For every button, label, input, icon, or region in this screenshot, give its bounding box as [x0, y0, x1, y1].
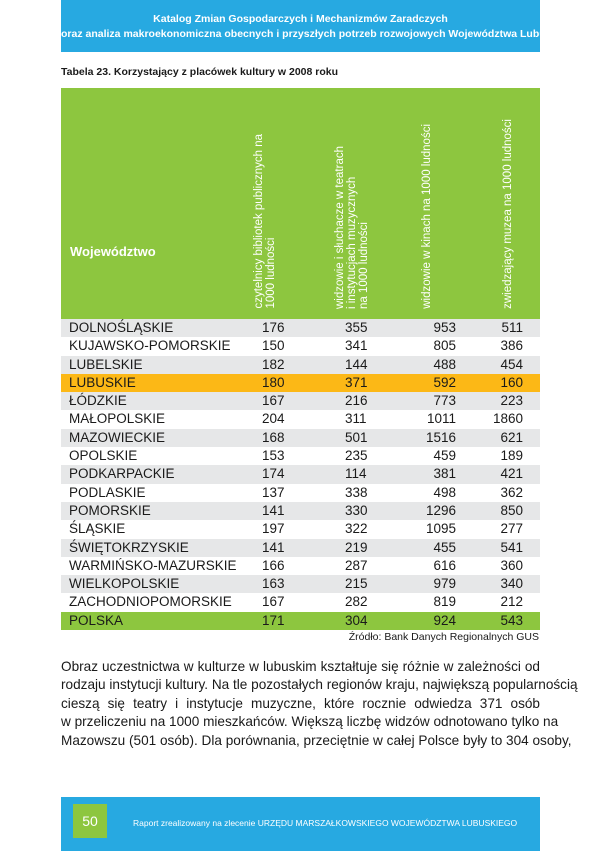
cell-value: 277 [500, 521, 523, 537]
table-row [61, 557, 540, 575]
cell-value: 287 [345, 557, 368, 573]
cell-value: 341 [345, 338, 368, 354]
table-source-note: Źródło: Bank Danych Regionalnych GUS [348, 631, 539, 643]
table-row [61, 539, 540, 557]
cell-value: 459 [433, 448, 456, 464]
table-header [61, 88, 540, 319]
cell-value: 488 [433, 356, 456, 372]
region-name: LUBELSKIE [69, 356, 143, 372]
body-paragraph [61, 658, 578, 750]
cell-value: 616 [433, 557, 456, 573]
cell-value: 924 [433, 612, 456, 628]
table-row [61, 429, 540, 447]
cell-value: 311 [345, 411, 367, 427]
region-name: WARMIŃSKO-MAZURSKIE [69, 557, 237, 573]
cell-value: 180 [262, 374, 285, 390]
region-name: ŚWIĘTOKRZYSKIE [69, 539, 189, 555]
cell-value: 592 [433, 374, 456, 390]
paragraph-line: cieszą się teatry i instytucje muzyczne, które rocznie odwiedza 371 osób [61, 695, 540, 711]
header-line-2: oraz analiza makroekonomiczna obecnych i przyszłych potrzeb rozwojowych Województwa Lubuskiego [61, 28, 579, 40]
paragraph-line: Obraz uczestnictwa w kulturze w lubuskim kształtuje się różnie w zależności od [61, 659, 540, 674]
footer-text: Raport zrealizowany na zlecenie URZĘDU MARSZAŁKOWSKIEGO WOJEWÓDZTWA LUBUSKIEGO [133, 818, 518, 828]
cell-value: 421 [500, 466, 523, 482]
cell-value: 1296 [425, 502, 456, 518]
paragraph-line: Mazowszu (501 osób). Dla porównania, przeciętnie w całej Polsce były to 304 osoby, [61, 732, 572, 748]
table-caption: Tabela 23. Korzystający z placówek kultury w 2008 roku [61, 66, 339, 78]
paragraph-line: w przeliczeniu na 1000 mieszkańców. Większą liczbę widzów odnotowano tylko na [61, 714, 559, 730]
cell-value: 501 [345, 429, 368, 445]
cell-value: 511 [501, 320, 523, 335]
cell-value: 340 [500, 576, 523, 592]
table-row [61, 575, 540, 593]
cell-value: 850 [500, 502, 523, 518]
region-name: WIELKOPOLSKIE [69, 576, 180, 592]
column-header-libraries: czytelnicy bibliotek publicznych na 1000 ludności [253, 134, 277, 309]
cell-value: 137 [262, 484, 285, 500]
table-row [61, 392, 540, 410]
region-name: POLSKA [69, 612, 124, 628]
column-header-cinemas: widzowie w kinach na 1000 ludności [421, 124, 433, 309]
cell-value: 621 [500, 429, 523, 445]
cell-value: 204 [262, 411, 285, 427]
page-header [61, 0, 579, 52]
cell-value: 114 [345, 466, 367, 482]
region-name: OPOLSKIE [69, 448, 138, 464]
cell-value: 212 [500, 594, 523, 610]
cell-value: 1011 [426, 411, 456, 427]
cell-value: 141 [262, 539, 285, 555]
region-name: POMORSKIE [69, 502, 151, 518]
cell-value: 216 [345, 393, 368, 409]
cell-value: 805 [433, 338, 456, 354]
cell-value: 1860 [492, 411, 523, 427]
cell-value: 153 [262, 448, 285, 464]
cell-value: 773 [433, 393, 456, 409]
cell-value: 953 [433, 320, 456, 335]
cell-value: 338 [345, 484, 368, 500]
page-number: 50 [73, 804, 107, 838]
table-row [61, 484, 540, 502]
cell-value: 150 [262, 338, 285, 354]
cell-value: 167 [262, 393, 285, 409]
cell-value: 541 [500, 539, 523, 555]
table-body [61, 319, 540, 630]
table-row [61, 465, 540, 483]
cell-value: 362 [500, 484, 523, 500]
table-row-highlighted [61, 374, 540, 392]
cell-value: 386 [500, 338, 523, 354]
table-row [61, 337, 540, 355]
cell-value: 171 [262, 612, 285, 628]
cell-value: 381 [433, 466, 456, 482]
region-name: KUJAWSKO-POMORSKIE [69, 338, 231, 354]
cell-value: 498 [433, 484, 456, 500]
table-row [61, 520, 540, 538]
cell-value: 543 [500, 612, 523, 628]
cell-value: 330 [345, 502, 368, 518]
table-row [61, 447, 540, 465]
region-name: LUBUSKIE [69, 374, 136, 390]
cell-value: 1095 [425, 521, 456, 537]
region-name: PODKARPACKIE [69, 466, 175, 482]
table-row [61, 319, 540, 337]
cell-value: 174 [262, 466, 285, 482]
region-name: DOLNOŚLĄSKIE [69, 320, 174, 335]
header-line-1: Katalog Zmian Gospodarczych i Mechanizmów Zaradczych [153, 13, 448, 25]
cell-value: 819 [433, 594, 456, 610]
table-row-total [61, 612, 540, 630]
cell-value: 160 [500, 374, 523, 390]
paragraph-line: rodzaju instytucji kultury. Na tle pozostałych regionów kraju, największą popularnością [61, 677, 578, 693]
table-row [61, 593, 540, 611]
column-header-theatres: widzowie i słuchacze w teatrach i instytucjach muzycznych na 1000 ludności [334, 146, 370, 309]
cell-value: 182 [262, 356, 285, 372]
cell-value: 355 [345, 320, 368, 335]
cell-value: 166 [262, 557, 285, 573]
region-name: MAZOWIECKIE [69, 429, 166, 445]
region-name: ŁÓDZKIE [69, 393, 127, 409]
region-name: MAŁOPOLSKIE [69, 411, 166, 427]
region-name: PODLASKIE [69, 484, 146, 500]
table-row [61, 356, 540, 374]
cell-value: 168 [262, 429, 285, 445]
cell-value: 219 [345, 539, 368, 555]
cell-value: 322 [345, 521, 368, 537]
column-header-region: Województwo [70, 244, 156, 259]
cell-value: 1516 [425, 429, 456, 445]
cell-value: 304 [345, 612, 368, 628]
page-footer [61, 797, 540, 851]
cell-value: 189 [500, 448, 523, 464]
cell-value: 141 [262, 502, 285, 518]
cell-value: 163 [262, 576, 285, 592]
cell-value: 360 [500, 557, 523, 573]
cell-value: 371 [345, 374, 368, 390]
cell-value: 454 [500, 356, 523, 372]
cell-value: 223 [500, 393, 523, 409]
cell-value: 979 [433, 576, 456, 592]
table-row [61, 502, 540, 520]
column-header-museums: zwiedzający muzea na 1000 ludności [502, 119, 514, 309]
cell-value: 167 [262, 594, 285, 610]
cell-value: 197 [262, 521, 285, 537]
cell-value: 176 [262, 320, 285, 335]
cell-value: 455 [433, 539, 456, 555]
cell-value: 144 [345, 356, 368, 372]
cell-value: 282 [345, 594, 368, 610]
cell-value: 215 [345, 576, 368, 592]
region-name: ŚLĄSKIE [69, 521, 126, 537]
table-row [61, 410, 540, 428]
cell-value: 235 [345, 448, 368, 464]
region-name: ZACHODNIOPOMORSKIE [69, 594, 232, 610]
